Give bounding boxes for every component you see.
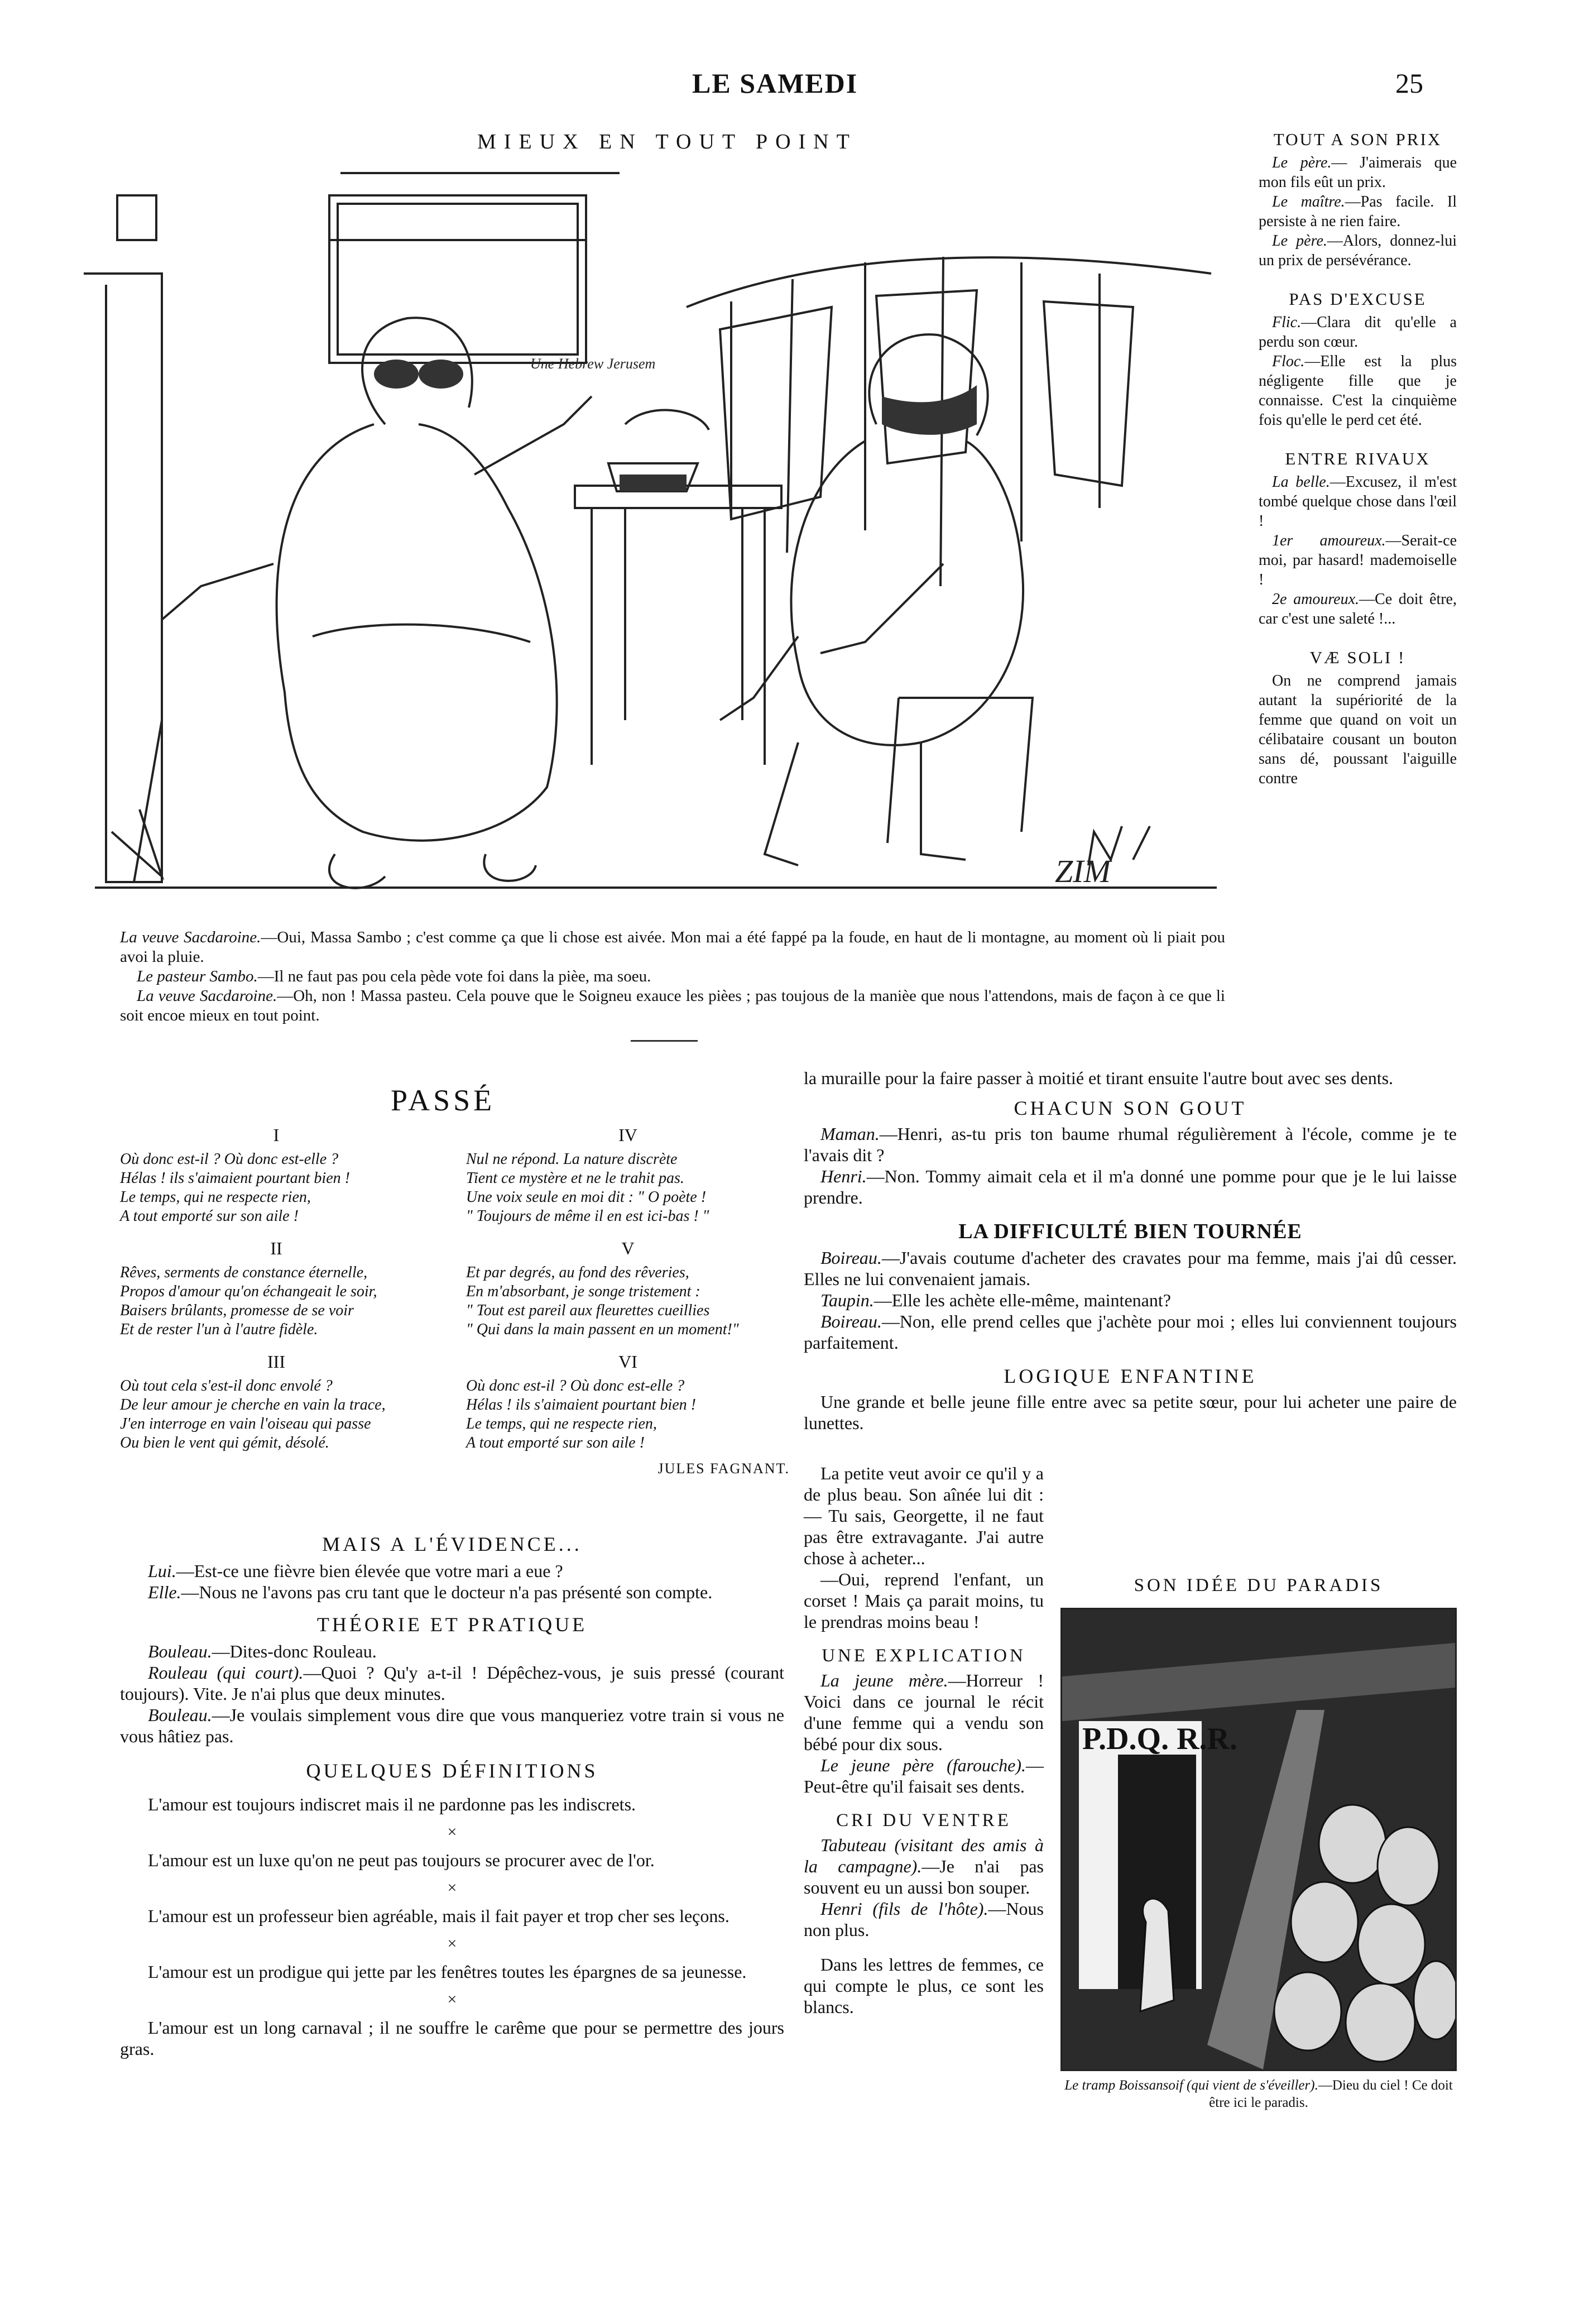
section-title: PAS D'EXCUSE — [1289, 289, 1427, 309]
stanza-6: Où donc est-il ? Où donc est-elle ? Hélas ! ils s'aimaient pourtant bien ! Le temps, qui ne respecte rien, A tout emporté sur son aile ! — [466, 1377, 696, 1451]
poem-title: PASSÉ — [391, 1084, 496, 1117]
stanza-2: Rêves, serments de constance éternelle, Propos d'amour qu'on échangeait le soir, Baisers brûlants, promesse de se voir Et de rester l'un à l'autre fidèle. — [120, 1264, 377, 1338]
separator-cross: × — [447, 1879, 457, 1897]
poem-right — [466, 1125, 790, 1477]
stanza-number: VI — [618, 1352, 637, 1372]
definition: L'amour est un luxe qu'on ne peut pas toujours se procurer avec de l'or. — [148, 1850, 655, 1870]
section-title: CRI DU VENTRE — [836, 1810, 1011, 1831]
separator-cross: × — [447, 1823, 457, 1841]
stanza-3: Où tout cela s'est-il donc envolé ? De leur amour je cherche en vain la trace, J'en interroge en vain l'oiseau qui passe Ou bien le vent qui gémit, désolé. — [120, 1377, 386, 1451]
paradis-title: SON IDÉE DU PARADIS — [1134, 1575, 1384, 1595]
page-number: 25 — [1395, 68, 1423, 99]
stanza-number: IV — [618, 1125, 637, 1145]
section-title: VÆ SOLI ! — [1309, 648, 1406, 667]
paradis-illustration — [1060, 1608, 1457, 2071]
paradis-drawing — [1062, 1609, 1455, 2069]
cartoon-caption — [120, 928, 1225, 1026]
poem-left — [120, 1125, 433, 1453]
caption-line-3: La veuve Sacdaroine.—Oh, non ! Massa pasteu. Cela pouve que le Soigneu exauce les pièes ; pas toujous de la manièe que nous l'attendons, mais de façon à ce que li soit encoe mieux en tout point. — [120, 987, 1225, 1024]
caption-speaker: La veuve Sacdaroine. — [120, 928, 261, 946]
caption-speaker: Le pasteur Sambo. — [137, 967, 258, 985]
cartoon-signature: ZIM — [1055, 853, 1111, 889]
definition: L'amour est un professeur bien agréable, mais il fait payer et trop cher ses leçons. — [148, 1906, 729, 1926]
section-title: TOUT A SON PRIX — [1273, 130, 1442, 149]
section-title: LA DIFFICULTÉ BIEN TOURNÉE — [958, 1220, 1302, 1243]
section-title: MAIS A L'ÉVIDENCE... — [322, 1533, 582, 1555]
stanza-4: Nul ne répond. La nature discrète Tient ce mystère et ne le trahit pas. Une voix seule en moi dit : " O poète ! " Toujours de même il en est ici-bas ! " — [466, 1151, 709, 1225]
stanza-number: III — [267, 1352, 285, 1372]
newspaper-title: LE SAMEDI — [692, 68, 858, 99]
wagon-lettering: P.D.Q. R.R. — [1082, 1722, 1237, 1756]
divider — [631, 1040, 698, 1042]
stanza-number: I — [273, 1125, 280, 1145]
definition: L'amour est un long carnaval ; il ne souffre le carême que pour se permettre des jours gras. — [120, 2018, 784, 2059]
section-title: THÉORIE ET PRATIQUE — [316, 1613, 588, 1636]
section-title: CHACUN SON GOUT — [1014, 1097, 1247, 1119]
section-title: ENTRE RIVAUX — [1285, 449, 1431, 468]
caption-line-2: Le pasteur Sambo.—Il ne faut pas pou cela pède vote foi dans la pièe, ma soeu. — [137, 967, 651, 985]
cartoon-title: MIEUX EN TOUT POINT — [477, 130, 857, 154]
section-title: UNE EXPLICATION — [822, 1646, 1026, 1666]
caption-line-1: La veuve Sacdaroine.—Oui, Massa Sambo ; c'est comme ça que li chose est aivée. Mon mai a été fappé pa la foude, en haut de li montagne, au moment où li piait pou avoi la pluie. — [120, 928, 1225, 966]
separator-cross: × — [447, 1990, 457, 2009]
paradis-caption: Le tramp Boissansoif (qui vient de s'éveiller).—Dieu du ciel ! Ce doit être ici le paradis. — [1064, 2078, 1453, 2110]
stanza-number: II — [270, 1238, 282, 1258]
stanza-5: Et par degrés, au fond des rêveries, En m'absorbant, je songe tristement : " Tout est pareil aux fleurettes cueillies " Qui dans la main passent en un moment!" — [466, 1264, 739, 1338]
section-title: QUELQUES DÉFINITIONS — [306, 1760, 598, 1782]
definition: L'amour est un prodigue qui jette par les fenêtres toutes les épargnes de sa jeunesse. — [148, 1962, 747, 1982]
middle-right-column: la muraille pour la faire passer à moitié et tirant ensuite l'autre bout avec ses dents. CHACUN SON GOUT Maman.—Henri, as-tu pris ton baume rhumal régulièrement à l'école, comme je te l'avais dit ? Henri.—Non. Tommy aimait cela et il m'a donné une pomme pour que je le lui laisse prendre. LA DIFFICULTÉ BIEN TOURNÉE Boireau.—J'avais coutume d'acheter des cravates pour ma femme, mais j'ai dû cesser. Elles ne lui convenaient jamais. Taupin.—Elle les achète elle-même, maintenant? Boireau.—Non, elle prend celles que j'achète pour moi ; elles lui conviennent toujours parfaitement. LOGIQUE ENFANTINE Une grande et belle jeune fille entre avec sa petite sœur, pour lui acheter une paire de lunettes. — [804, 1068, 1457, 1433]
cartoon-drawing — [73, 162, 1245, 921]
poem-author: JULES FAGNANT. — [657, 1460, 790, 1477]
section-title: LOGIQUE ENFANTINE — [1004, 1365, 1257, 1387]
narrow-column: La petite veut avoir ce qu'il y a de plus beau. Son aînée lui dit : — Tu sais, Georgette, il ne faut pas être extravagante. J'ai autre chose à acheter... —Oui, reprend l'enfant, un corset ! Mais ça parait moins, tu le prendras moins beau ! UNE EXPLICATION La jeune mère.—Horreur ! Voici dans ce journal le récit d'une femme qui a vendu son bébé pour dix sous. Le jeune père (farouche).—Peut-être qu'il faisait ses dents. CRI DU VENTRE Tabuteau (visitant des amis à la campagne).—Je n'ai pas souvent eu un aussi bon souper. Henri (fils de l'hôte).—Nous non plus. Dans les lettres de femmes, ce qui compte le plus, ce sont les blancs. — [804, 1463, 1044, 2017]
right-column: TOUT A SON PRIX Le père.— J'aimerais que mon fils eût un prix. Le maître.—Pas facile. Il persiste à ne rien faire. Le père.—Alors, donnez-lui un prix de persévérance. PAS D'EXCUSE Flic.—Clara dit qu'elle a perdu son cœur. Floc.—Elle est la plus négligente fille que je connaisse. C'est la cinquième fois qu'elle le perd cet été. ENTRE RIVAUX La belle.—Excusez, il m'est tombé quelque chose dans l'œil ! 1er amoureux.—Serait-ce moi, par hasard! mademoiselle ! 2e amoureux.—Ce doit être, car c'est une saleté !... VÆ SOLI ! On ne comprend jamais autant la supériorité de la femme que quand on voit un célibataire cousant un bouton sans dé, poussant l'aiguille contre — [1259, 130, 1457, 787]
definition: L'amour est toujours indiscret mais il ne pardonne pas les indiscrets. — [148, 1794, 636, 1814]
cartoon-illustration — [73, 162, 1245, 921]
separator-cross: × — [447, 1934, 457, 1953]
cartoon-scribble: Une Hebrew Jerusem — [530, 356, 656, 372]
left-bottom-column: MAIS A L'ÉVIDENCE... Lui.—Est-ce une fièvre bien élevée que votre mari a eue ? Elle.—Nous ne l'avons pas cru tant que le docteur n'a pas présenté son compte. THÉORIE ET PRATIQUE Bouleau.—Dites-donc Rouleau. Rouleau (qui court).—Quoi ? Qu'y a-t-il ! Dépêchez-vous, je suis pressé (courant toujours). Vite. Je n'ai plus que deux minutes. Bouleau.—Je voulais simplement vous dire que vous manqueriez votre train si vous ne vous hâtiez pas. QUELQUES DÉFINITIONS L'amour est toujours indiscret mais il ne pardonne pas les indiscrets. × L'amour est un luxe qu'on ne peut pas toujours se procurer avec de l'or. × L'amour est un professeur bien agréable, mais il fait payer et trop cher ses leçons. × L'amour est un prodigue qui jette par les fenêtres toutes les épargnes de sa jeunesse. × L'amour est un long carnaval ; il ne souffre le carême que pour se permettre des jours gras. — [120, 1533, 785, 2059]
vae-soli-continued: la muraille pour la faire passer à moitié et tirant ensuite l'autre bout avec ses dents. — [804, 1068, 1394, 1088]
caption-speaker: La veuve Sacdaroine. — [137, 987, 277, 1005]
stanza-1: Où donc est-il ? Où donc est-elle ? Hélas ! ils s'aimaient pourtant bien ! Le temps, qui ne respecte rien, A tout emporté sur son aile ! — [120, 1151, 350, 1225]
stanza-number: V — [621, 1238, 635, 1258]
